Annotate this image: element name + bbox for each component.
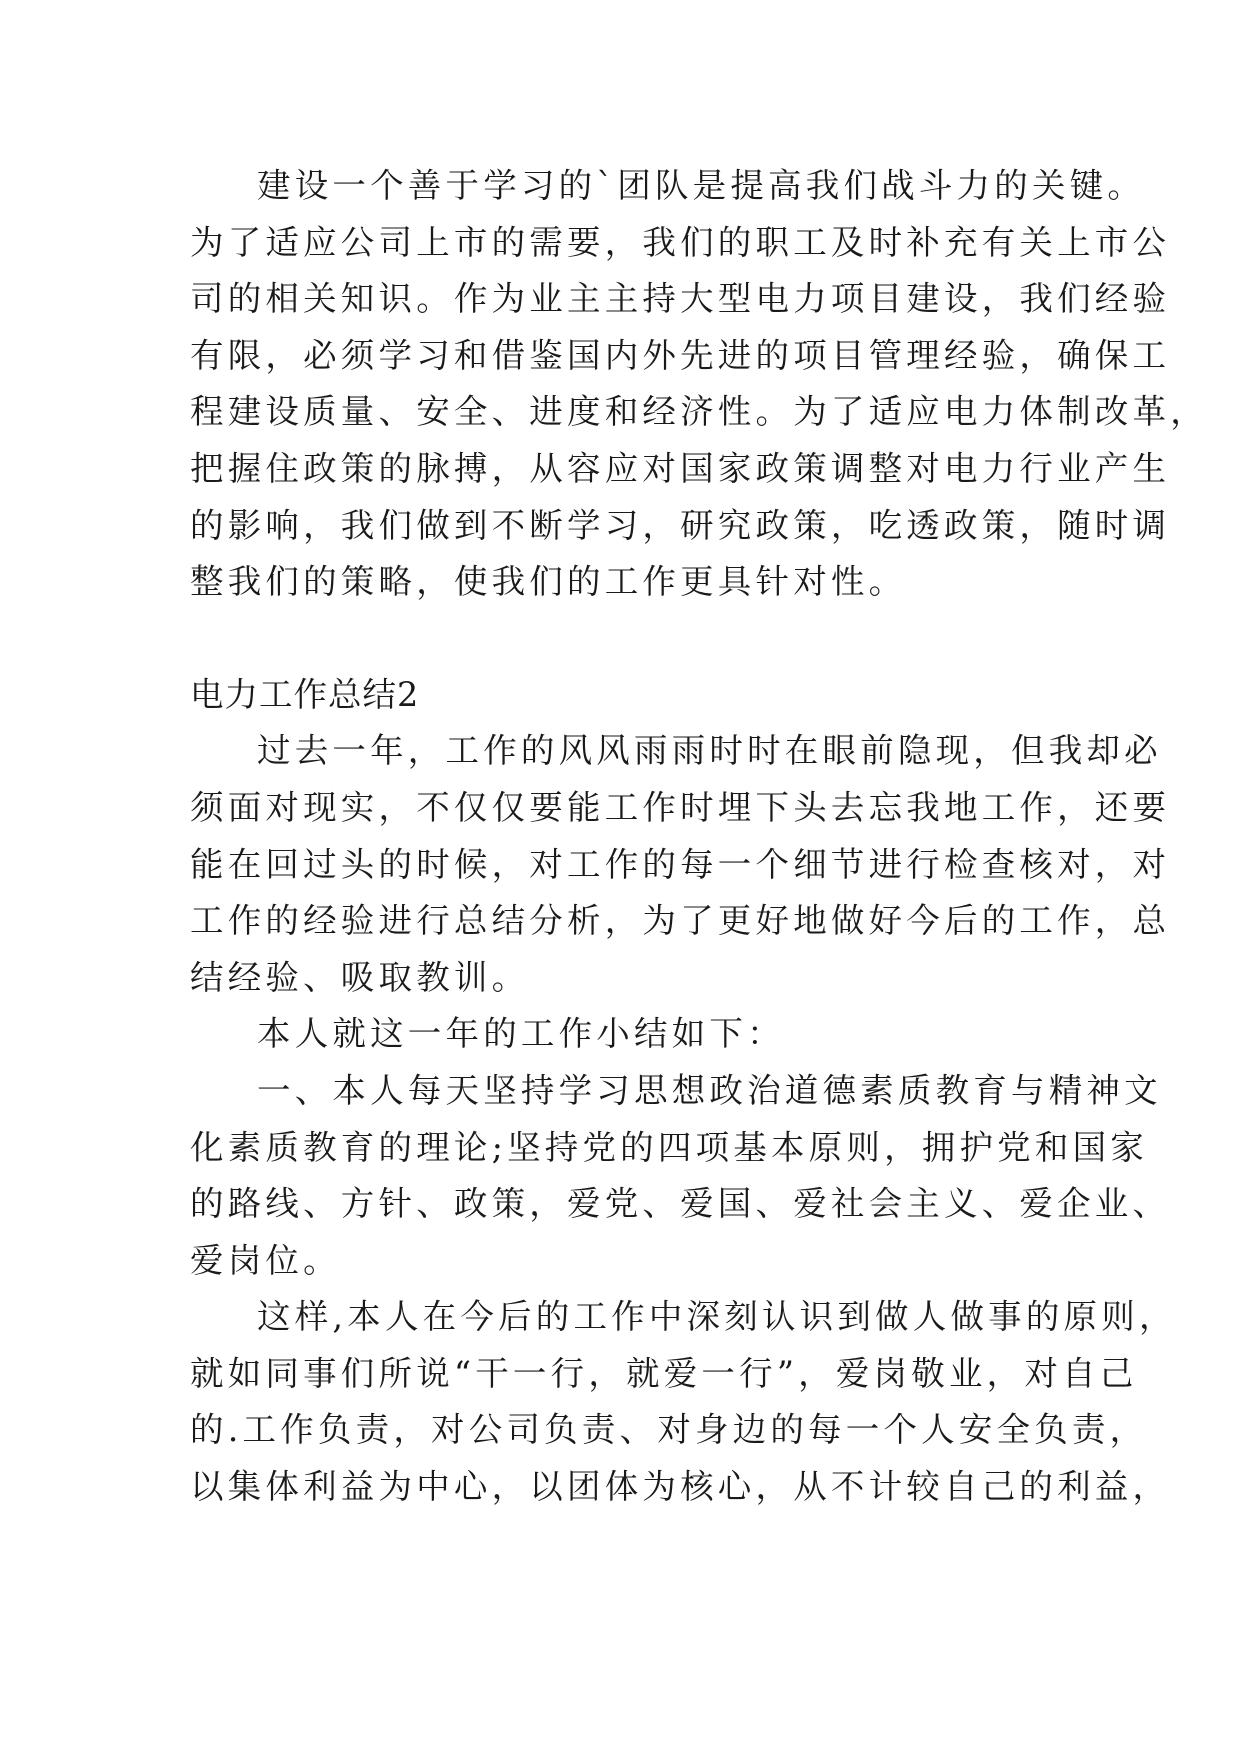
- section-title: 电力工作总结2: [190, 674, 420, 714]
- paragraph-line: 司的相关知识。作为业主主持大型电力项目建设，我们经验: [190, 279, 1171, 319]
- paragraph-line: 化素质教育的理论;坚持党的四项基本原则，拥护党和国家: [190, 1127, 1148, 1167]
- paragraph-year-review: [190, 723, 1171, 1006]
- paragraph-line: 过去一年，工作的风风雨雨时时在眼前隐现，但我却必: [257, 731, 1162, 771]
- paragraph-line: 为了适应公司上市的需要，我们的职工及时补充有关上市公: [190, 222, 1171, 262]
- paragraph-line: 的路线、方针、政策，爱党、爱国、爱社会主义、爱企业、: [190, 1184, 1171, 1224]
- paragraph-point-one: [190, 1063, 1171, 1289]
- paragraph-line: 本人就这一年的工作小结如下：: [257, 1014, 785, 1054]
- paragraph-line: 爱岗位。: [190, 1240, 341, 1280]
- paragraph-line: 以集体利益为中心，以团体为核心，从不计较自己的利益，: [190, 1467, 1171, 1507]
- paragraph-line: 须面对现实，不仅仅要能工作时埋下头去忘我地工作，还要: [190, 787, 1171, 827]
- paragraph-line: 有限，必须学习和借鉴国内外先进的项目管理经验，确保工: [190, 335, 1171, 375]
- paragraph-line: 这样,本人在今后的工作中深刻认识到做人做事的原则，: [257, 1297, 1177, 1337]
- paragraph-line: 的.工作负责，对公司负责、对身边的每一个人安全负责，: [190, 1410, 1148, 1450]
- paragraph-line: 工作的经验进行总结分析，为了更好地做好今后的工作，总: [190, 901, 1171, 941]
- paragraph-line: 就如同事们所说“干一行，就爱一行”，爱岗敬业，对自己: [190, 1353, 1138, 1393]
- paragraph-line: 一、本人每天坚持学习思想政治道德素质教育与精神文: [257, 1070, 1162, 1110]
- paragraph-line: 程建设质量、安全、进度和经济性。为了适应电力体制改革，: [190, 392, 1208, 432]
- paragraph-summary-intro: [190, 1006, 1070, 1063]
- paragraph-line: 整我们的策略，使我们的工作更具针对性。: [190, 562, 907, 602]
- paragraph-work-principles: [190, 1289, 1177, 1515]
- section-spacer: [190, 611, 1070, 667]
- paragraph-line: 把握住政策的脉搏，从容应对国家政策调整对电力行业产生: [190, 448, 1171, 488]
- document-body: [190, 158, 1208, 1516]
- paragraph-line: 能在回过头的时候，对工作的每一个细节进行检查核对，对: [190, 844, 1171, 884]
- paragraph-line: 的影响，我们做到不断学习，研究政策，吃透政策，随时调: [190, 505, 1171, 545]
- paragraph-line: 结经验、吸取教训。: [190, 957, 530, 997]
- paragraph-line: 建设一个善于学习的`团队是提高我们战斗力的关键。: [257, 166, 1146, 205]
- paragraph-team-learning: [190, 158, 1208, 611]
